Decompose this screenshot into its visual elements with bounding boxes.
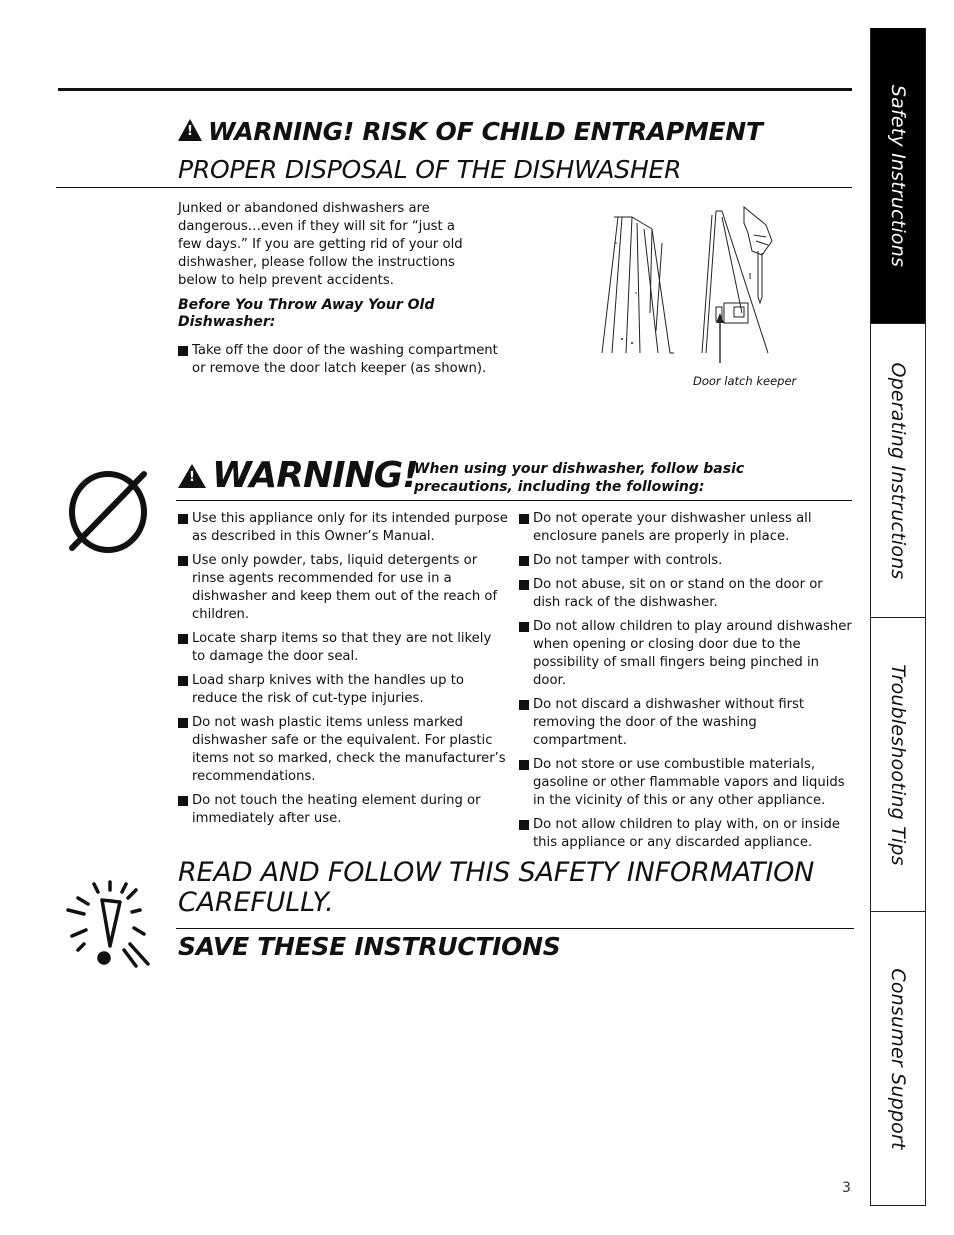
tab-label: Consumer Support xyxy=(887,968,909,1150)
list-item: Do not wash plastic items unless marked dishwasher safe or the equivalent. For plastic items not so marked, check the manufacturer’s recommendations. xyxy=(178,714,508,786)
list-item: Do not allow children to play with, on or inside this appliance or any discarded appliance. xyxy=(519,816,853,852)
tab-label: Troubleshooting Tips xyxy=(887,663,909,866)
bullet-square-icon xyxy=(178,346,188,356)
list-item: Take off the door of the washing compartment or remove the door latch keeper (as shown). xyxy=(178,342,508,378)
door-latch-illustration xyxy=(592,203,806,365)
tab-troubleshooting-tips[interactable] xyxy=(871,618,925,912)
list-item: Do not discard a dishwasher without first removing the door of the washing compartment. xyxy=(519,696,853,750)
prohibited-icon xyxy=(64,466,150,556)
warning-list-left xyxy=(178,510,508,834)
attention-exclamation-icon xyxy=(64,880,164,970)
footer-divider xyxy=(176,928,854,929)
entrapment-intro: Junked or abandoned dishwashers are dangerous…even if they will sit for “just a few days.” If you are getting rid of your old dishwasher, please follow the instructions below to help prevent accidents. xyxy=(178,201,463,288)
bullet-square-icon xyxy=(178,556,188,566)
list-item: Do not store or use combustible materials, gasoline or other flammable vapors and liquids in the vicinity of this or any other appliance. xyxy=(519,756,853,810)
bullet-square-icon xyxy=(178,676,188,686)
list-item: Do not touch the heating element during or immediately after use. xyxy=(178,792,508,828)
warning-list-right xyxy=(519,510,853,858)
bullet-square-icon xyxy=(178,718,188,728)
bullet-square-icon xyxy=(519,514,529,524)
bullet-square-icon xyxy=(519,556,529,566)
list-item: Do not tamper with controls. xyxy=(519,552,853,570)
warning-subtitle: When using your dishwasher, follow basic precautions, including the following: xyxy=(414,461,745,495)
bullet-square-icon xyxy=(178,514,188,524)
bullet-square-icon xyxy=(519,820,529,830)
illustration-caption: Door latch keeper xyxy=(693,374,797,388)
list-item: Do not operate your dishwasher unless all enclosure panels are properly in place. xyxy=(519,510,853,546)
entrapment-subhead: Before You Throw Away Your Old Dishwasher: xyxy=(178,297,435,330)
read-and-follow-heading: READ AND FOLLOW THIS SAFETY INFORMATION CAREFULLY. xyxy=(178,857,815,918)
list-item: Do not abuse, sit on or stand on the door or dish rack of the dishwasher. xyxy=(519,576,853,612)
top-rule xyxy=(58,88,852,91)
tab-safety-instructions[interactable] xyxy=(871,28,925,324)
bullet-square-icon xyxy=(178,634,188,644)
warning-triangle-icon xyxy=(178,464,206,488)
bullet-square-icon xyxy=(178,796,188,806)
warning-divider xyxy=(176,500,852,501)
list-item: Use this appliance only for its intended purpose as described in this Owner’s Manual. xyxy=(178,510,508,546)
bullet-square-icon xyxy=(519,622,529,632)
tab-label: Safety Instructions xyxy=(887,84,909,267)
list-item: Load sharp knives with the handles up to reduce the risk of cut-type injuries. xyxy=(178,672,508,708)
section-divider xyxy=(56,187,852,188)
list-item: Locate sharp items so that they are not likely to damage the door seal. xyxy=(178,630,508,666)
bullet-square-icon xyxy=(519,760,529,770)
warning-triangle-icon xyxy=(178,119,202,141)
bullet-square-icon xyxy=(519,580,529,590)
section-tabs xyxy=(870,28,926,1206)
page-number: 3 xyxy=(842,1180,851,1196)
save-instructions-heading: SAVE THESE INSTRUCTIONS xyxy=(178,932,561,961)
tab-operating-instructions[interactable] xyxy=(871,324,925,618)
entrapment-subtitle: PROPER DISPOSAL OF THE DISHWASHER xyxy=(178,155,682,184)
list-item: Do not allow children to play around dishwasher when opening or closing door due to the possibility of small fingers being pinched in door. xyxy=(519,618,853,690)
warning-title: !WARNING! xyxy=(178,455,418,496)
list-item: Use only powder, tabs, liquid detergents or rinse agents recommended for use in a dishwasher and keep them out of the reach of children. xyxy=(178,552,508,624)
tab-label: Operating Instructions xyxy=(887,361,909,580)
tab-consumer-support[interactable] xyxy=(871,912,925,1206)
entrapment-title: !WARNING! RISK OF CHILD ENTRAPMENT xyxy=(178,117,763,146)
bullet-square-icon xyxy=(519,700,529,710)
